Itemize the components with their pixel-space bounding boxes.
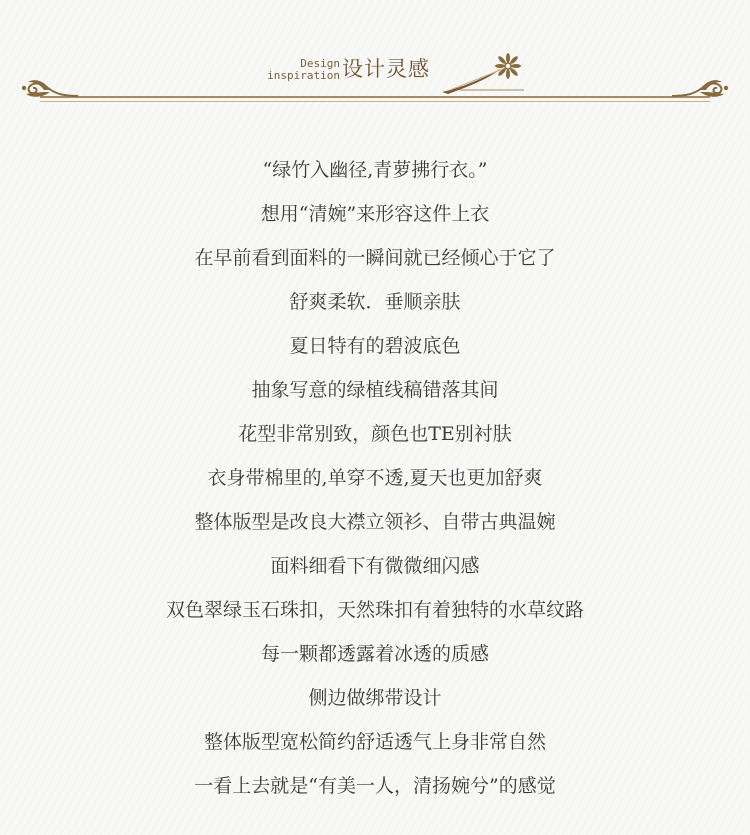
- text-line: 花型非常别致，颜色也TE别衬肤: [238, 423, 512, 445]
- title-english-line2: inspiration: [267, 69, 340, 82]
- text-line: 每一颗都透露着冰透的质感: [260, 643, 489, 665]
- header-divider-thin: [40, 101, 710, 102]
- section-header: [0, 40, 750, 110]
- text-line: 双色翠绿玉石珠扣，天然珠扣有着独特的水草纹路: [165, 599, 584, 621]
- title-english: [250, 58, 340, 82]
- text-line: 整体版型宽松简约舒适透气上身非常自然: [203, 731, 546, 753]
- description-text-block: [0, 148, 750, 808]
- text-line: 在早前看到面料的一瞬间就已经倾心于它了: [194, 247, 556, 269]
- text-line: 抽象写意的绿植线稿错落其间: [251, 379, 499, 401]
- text-line: 一看上去就是“有美一人，清扬婉兮”的感觉: [194, 775, 556, 797]
- text-line: 舒爽柔软．垂顺亲肤: [289, 291, 461, 313]
- header-title: [250, 50, 540, 100]
- text-line: 夏日特有的碧波底色: [289, 335, 461, 357]
- flourish-right-icon: [670, 76, 730, 102]
- text-line: 衣身带棉里的,单穿不透,夏天也更加舒爽: [207, 467, 543, 489]
- text-line: 想用“清婉”来形容这件上衣: [260, 203, 490, 225]
- title-english-line1: Design: [300, 57, 340, 70]
- text-line: 面料细看下有微微细闪感: [270, 555, 480, 577]
- text-line: 整体版型是改良大襟立领衫、自带古典温婉: [194, 511, 556, 533]
- quill-flower-icon: [440, 52, 530, 96]
- title-chinese: 设计灵感: [342, 57, 430, 81]
- text-line: 侧边做绑带设计: [308, 687, 442, 709]
- flourish-left-icon: [20, 76, 80, 102]
- text-line: “绿竹入幽径,青萝拂行衣。”: [262, 159, 488, 181]
